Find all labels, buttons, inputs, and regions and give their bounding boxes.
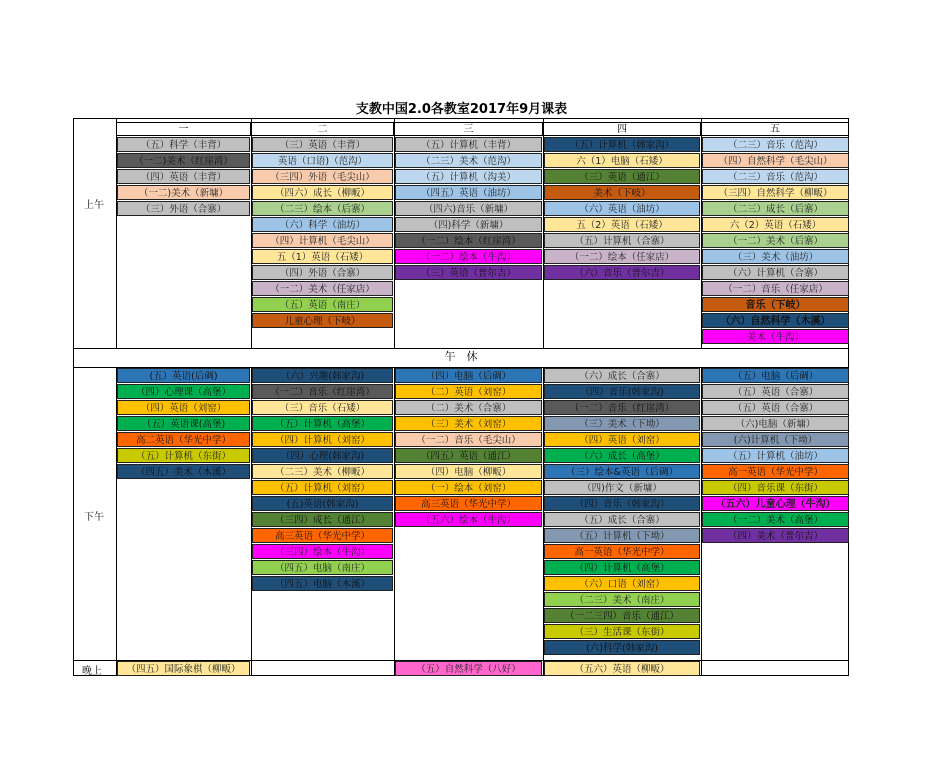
class-entry: （五）科学（丰背） bbox=[117, 137, 250, 152]
class-entry: （一二）美术（高堡） bbox=[702, 512, 849, 527]
class-entry: （五）计算机（合寨） bbox=[544, 233, 700, 248]
class-entry: （四）计算机（毛尖山） bbox=[252, 233, 393, 248]
class-entry: 高一英语（华光中学） bbox=[544, 544, 700, 559]
class-entry: （四五）国际象棋（柳畈） bbox=[117, 661, 250, 676]
class-entry: （六）计算机（合寨） bbox=[702, 265, 849, 280]
class-entry: （一二）绘本（红崖湾） bbox=[395, 233, 542, 248]
afternoon-tue-column bbox=[252, 368, 393, 592]
class-entry: （五）英语（合寨） bbox=[702, 400, 849, 415]
class-entry: （四）音乐（韩家沟） bbox=[544, 496, 700, 511]
day-header-thu: 四 bbox=[543, 122, 701, 136]
class-entry: （三）英语（通江） bbox=[544, 169, 700, 184]
class-entry: （六）科学（油坊） bbox=[252, 217, 393, 232]
class-entry: 五（2）英语（石矮） bbox=[544, 217, 700, 232]
class-entry: 美术（牛沟） bbox=[702, 329, 849, 344]
class-entry: （四)科学（新墉） bbox=[395, 217, 542, 232]
class-entry: （四五）英语（油坊） bbox=[395, 185, 542, 200]
class-entry: （一二三四）音乐（通江） bbox=[544, 608, 700, 623]
class-entry: 英语（口语)（范沟） bbox=[252, 153, 393, 168]
class-entry: （二三）美术（柳畈） bbox=[252, 464, 393, 479]
class-entry: （二三）音乐（范沟） bbox=[702, 169, 849, 184]
class-entry: （二三）音乐（范沟） bbox=[702, 137, 849, 152]
class-entry: （三）外语（合寨） bbox=[117, 201, 250, 216]
class-entry: （三四）自然科学（柳畈） bbox=[702, 185, 849, 200]
class-entry: （三四）成长（通江） bbox=[252, 512, 393, 527]
class-entry: （四)作文（新墉） bbox=[544, 480, 700, 495]
class-entry: （五六）儿童心理（牛沟） bbox=[702, 496, 849, 511]
class-entry: （五）计算机（下坳） bbox=[544, 528, 700, 543]
day-header-tue: 二 bbox=[251, 122, 394, 136]
class-entry: （一二）绘本（任家店） bbox=[544, 249, 700, 264]
class-entry: （三）美术（刘窑） bbox=[395, 416, 542, 431]
afternoon-thu-column bbox=[544, 368, 700, 656]
class-entry: （四）音乐(韩家沟) bbox=[544, 384, 700, 399]
class-entry: （三四）外语（毛尖山） bbox=[252, 169, 393, 184]
class-entry: （四）计算机（高堡） bbox=[544, 560, 700, 575]
class-entry: （一二）音乐（毛尖山） bbox=[395, 432, 542, 447]
class-entry: （四）外语（合寨） bbox=[252, 265, 393, 280]
schedule-title: 支教中国2.0各教室2017年9月课表 bbox=[355, 102, 568, 117]
class-entry: （四五）电脑（木溪） bbox=[252, 576, 393, 591]
class-entry: (六)计算机（下坳） bbox=[702, 432, 849, 447]
day-header-fri: 五 bbox=[701, 122, 849, 136]
class-entry: 美术（下岐） bbox=[544, 185, 700, 200]
class-entry: （四）电脑（柳畈） bbox=[395, 464, 542, 479]
class-entry: （五）电脑（后碉） bbox=[702, 368, 849, 383]
class-entry: （四六)音乐（新墉） bbox=[395, 201, 542, 216]
class-entry: （四五）英语（通江） bbox=[395, 448, 542, 463]
section-label-afternoon: 下午 bbox=[84, 512, 104, 523]
morning-thu-column bbox=[544, 137, 700, 281]
class-entry: （五）计算机（丰背） bbox=[395, 137, 542, 152]
class-entry: 高一英语（华光中学） bbox=[702, 464, 849, 479]
class-entry: （五）自然科学（八好） bbox=[395, 661, 542, 676]
class-entry: （三）美术（油坊） bbox=[702, 249, 849, 264]
class-entry: 音乐（下岐） bbox=[702, 297, 849, 312]
morning-fri-column bbox=[702, 137, 849, 345]
section-label-morning: 上午 bbox=[84, 200, 104, 211]
day-header-mon: 一 bbox=[116, 122, 251, 136]
class-entry: （二）英语（刘窑） bbox=[395, 384, 542, 399]
class-entry: （六）成长（高堡） bbox=[544, 448, 700, 463]
class-entry: （四六）成长（柳畈） bbox=[252, 185, 393, 200]
class-entry: （三）美术（下坳） bbox=[544, 416, 700, 431]
class-entry: （四）计算机（刘窑） bbox=[252, 432, 393, 447]
class-entry: （一二）音乐（任家店） bbox=[702, 281, 849, 296]
class-entry: （五六）英语（柳畈） bbox=[544, 661, 700, 676]
class-entry: （三四）绘本（牛沟） bbox=[252, 544, 393, 559]
class-entry: （一二）美术（后寨） bbox=[702, 233, 849, 248]
class-entry: （一二）音乐（红崖湾） bbox=[544, 400, 700, 415]
afternoon-wed-column bbox=[395, 368, 542, 528]
class-entry: 高三英语（华光中学） bbox=[252, 528, 393, 543]
class-entry: （一二）音乐（红崖湾） bbox=[252, 384, 393, 399]
class-entry: （四）音乐课（东街） bbox=[702, 480, 849, 495]
class-entry: （六）成长（合寨） bbox=[544, 368, 700, 383]
class-entry: （一二)美术（新墉） bbox=[117, 185, 250, 200]
class-entry: （四）心理课（高堡） bbox=[117, 384, 250, 399]
class-entry: （一二）绘本（牛沟） bbox=[395, 249, 542, 264]
class-entry: （四）心理(韩家沟) bbox=[252, 448, 393, 463]
class-entry: （三）绘本&英语（后碉） bbox=[544, 464, 700, 479]
class-entry: （六)电脑（新墉） bbox=[702, 416, 849, 431]
class-entry: 儿童心理（下岐） bbox=[252, 313, 393, 328]
afternoon-mon-column bbox=[117, 368, 250, 480]
class-entry: （五）计算机（刘窑） bbox=[252, 480, 393, 495]
class-entry: （三）生活课（东街） bbox=[544, 624, 700, 639]
class-entry: （四）英语（丰背） bbox=[117, 169, 250, 184]
class-entry: （二三）成长（后寨） bbox=[702, 201, 849, 216]
class-entry: （五）计算机（高堡） bbox=[252, 416, 393, 431]
class-entry: （六）兴趣(韩家沟) bbox=[252, 368, 393, 383]
class-entry: （三）英语（普尔吉） bbox=[395, 265, 542, 280]
class-entry: （三）音乐（石矮） bbox=[252, 400, 393, 415]
class-entry: (六)科学(韩家沟) bbox=[544, 640, 700, 655]
class-entry: （五）英语（南庄） bbox=[252, 297, 393, 312]
class-entry: （五）成长（合寨） bbox=[544, 512, 700, 527]
class-entry: （四）电脑（后碉） bbox=[395, 368, 542, 383]
class-entry: （六）英语（油坊） bbox=[544, 201, 700, 216]
class-entry: （五）计算机（沟美） bbox=[395, 169, 542, 184]
class-entry: （六）口语（刘窑） bbox=[544, 576, 700, 591]
class-entry: （五）计算机（韩家沟） bbox=[544, 137, 700, 152]
class-entry: （五）计算机（油坊） bbox=[702, 448, 849, 463]
class-entry: 六（1）电脑（石矮） bbox=[544, 153, 700, 168]
evening-wed-column bbox=[395, 661, 542, 677]
class-entry: （六）自然科学（木溪） bbox=[702, 313, 849, 328]
afternoon-fri-column bbox=[702, 368, 849, 544]
class-entry: （五）计算机（东街） bbox=[117, 448, 250, 463]
section-label-evening: 晚上 bbox=[82, 666, 102, 677]
evening-thu-column bbox=[544, 661, 700, 677]
class-entry: （二三）美术（范沟） bbox=[395, 153, 542, 168]
class-entry: （四）自然科学（毛尖山） bbox=[702, 153, 849, 168]
class-entry: （四）英语（刘窑） bbox=[544, 432, 700, 447]
class-entry: （二三）绘本（后寨） bbox=[252, 201, 393, 216]
morning-mon-column bbox=[117, 137, 250, 217]
class-entry: （三）英语（丰背） bbox=[252, 137, 393, 152]
class-entry: （一）绘本（刘窑） bbox=[395, 480, 542, 495]
class-entry: (五)英语(韩家沟) bbox=[252, 496, 393, 511]
day-header-wed: 三 bbox=[394, 122, 543, 136]
class-entry: (五）英语(后碉) bbox=[117, 368, 250, 383]
class-entry: （四五）美术（木溪） bbox=[117, 464, 250, 479]
class-entry: （四五）电脑（南庄） bbox=[252, 560, 393, 575]
section-label-noon: 午 休 bbox=[444, 350, 478, 363]
class-entry: （五）英语课(高堡) bbox=[117, 416, 250, 431]
class-entry: （五）英语（合寨） bbox=[702, 384, 849, 399]
class-entry: （六）音乐（普尔吉） bbox=[544, 265, 700, 280]
evening-mon-column bbox=[117, 661, 250, 677]
morning-tue-column bbox=[252, 137, 393, 329]
class-entry: 五（1）英语（石矮） bbox=[252, 249, 393, 264]
class-entry: （二三）美术（南庄） bbox=[544, 592, 700, 607]
class-entry: 高二英语（华光中学） bbox=[117, 432, 250, 447]
class-entry: （四）美术（普尔吉） bbox=[702, 528, 849, 543]
class-entry: （四）英语（刘窑） bbox=[117, 400, 250, 415]
morning-wed-column bbox=[395, 137, 542, 281]
class-entry: （二）美术（合寨） bbox=[395, 400, 542, 415]
class-entry: 高三英语（华光中学） bbox=[395, 496, 542, 511]
class-entry: （一二)美术（红崖湾） bbox=[117, 153, 250, 168]
class-entry: 六（2）英语（石矮） bbox=[702, 217, 849, 232]
class-entry: （五六）绘本（牛沟） bbox=[395, 512, 542, 527]
class-entry: （一二）美术（任家店） bbox=[252, 281, 393, 296]
